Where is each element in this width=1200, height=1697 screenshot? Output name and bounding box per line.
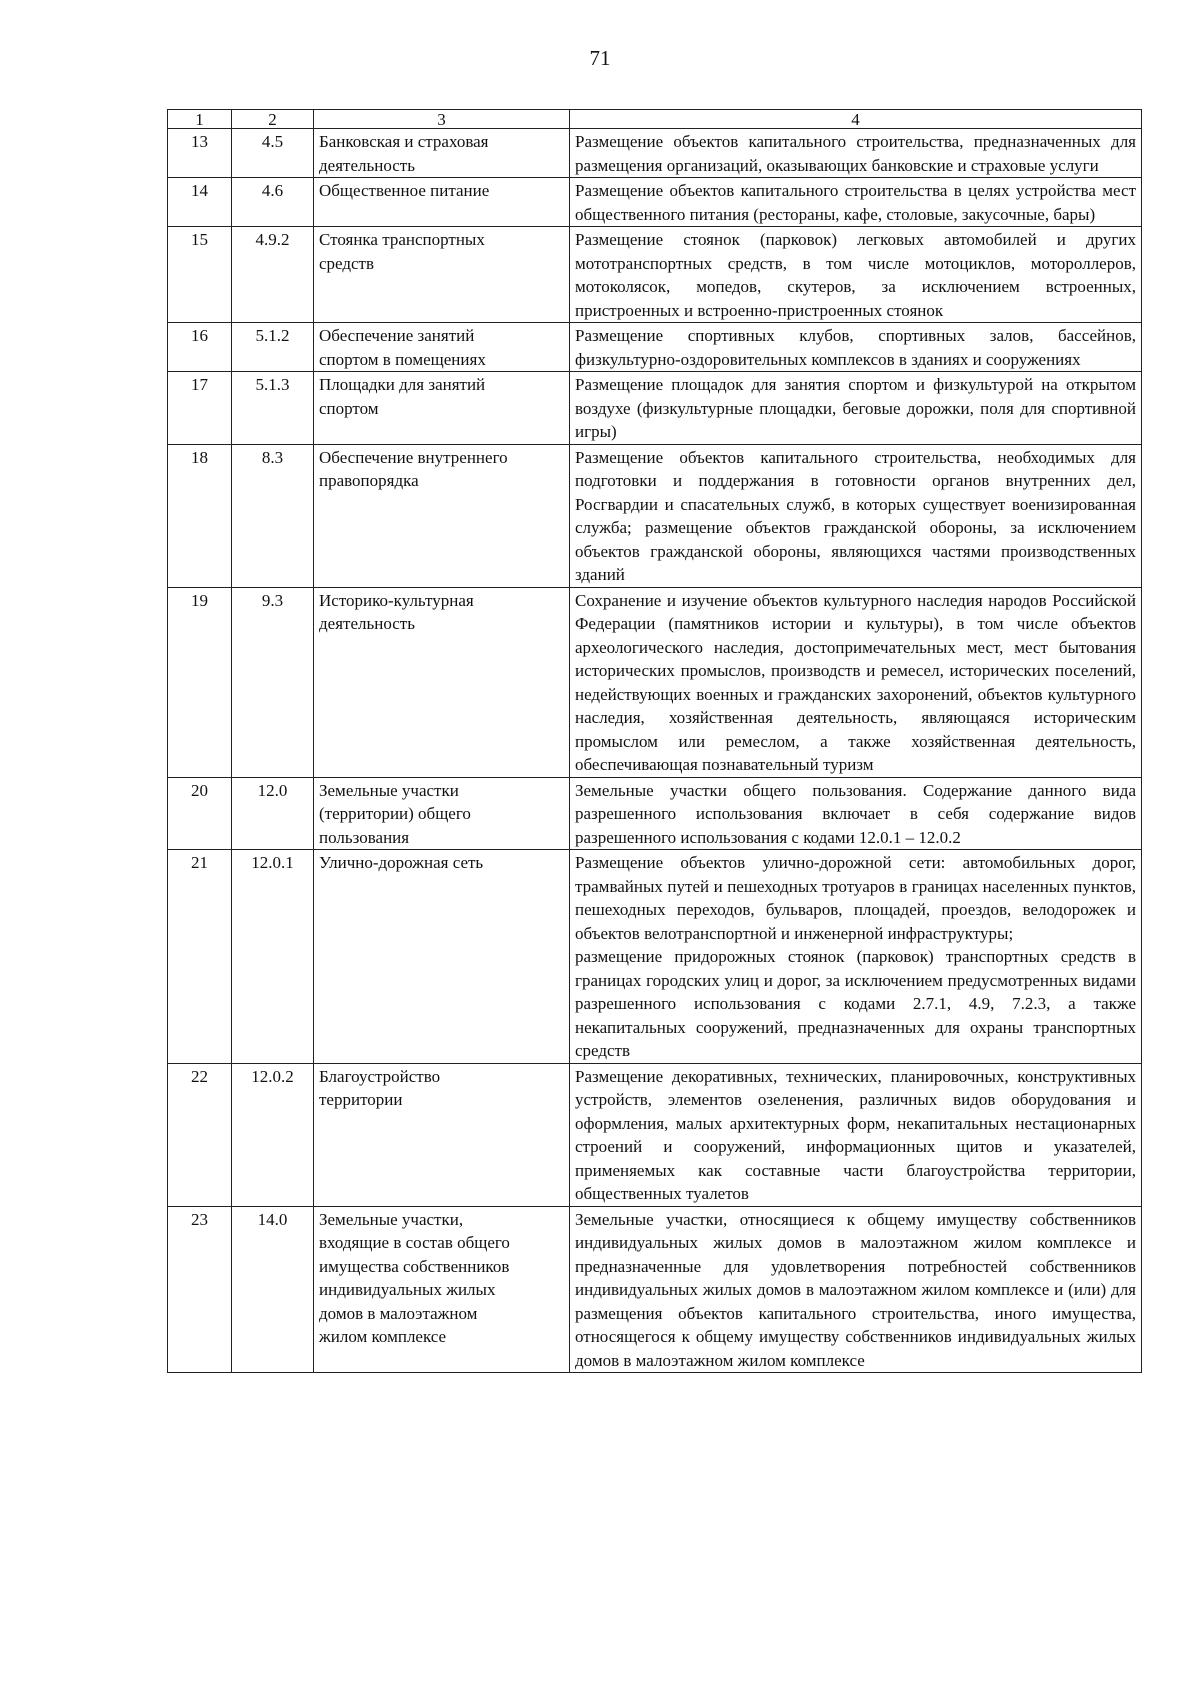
row-description: Размещение спортивных клубов, спортивных залов, бассейнов, физкультурно-оздоровительных комплексов в зданиях и сооружениях <box>570 323 1142 372</box>
row-code: 12.0.2 <box>232 1063 314 1206</box>
table-row <box>168 323 1142 372</box>
row-description: Сохранение и изучение объектов культурного наследия народов Российской Федерации (памятников истории и культуры), в том числе объектов археологического наследия, достопримечательных мест, мест бытования исторических промыслов, производств и ремесел, исторических поселений, недействующих военных и гражданских захоронений, объектов культурного наследия, хозяйственная деятельность, являющаяся историческим промыслом или ремеслом, а также хозяйственная деятельность, обеспечивающая познавательный туризм <box>570 587 1142 777</box>
row-number: 20 <box>168 777 232 850</box>
table-row <box>168 1206 1142 1373</box>
row-name: Обеспечение занятий спортом в помещениях <box>314 323 570 372</box>
row-number: 15 <box>168 227 232 323</box>
row-code: 4.6 <box>232 178 314 227</box>
row-name: Улично-дорожная сеть <box>314 850 570 1064</box>
table-row <box>168 129 1142 178</box>
table-row <box>168 777 1142 850</box>
table-row <box>168 850 1142 1064</box>
row-number: 14 <box>168 178 232 227</box>
row-code: 5.1.2 <box>232 323 314 372</box>
row-description: Размещение объектов капитального строительства в целях устройства мест общественного питания (рестораны, кафе, столовые, закусочные, бары) <box>570 178 1142 227</box>
table-row <box>168 587 1142 777</box>
row-description: Размещение стоянок (парковок) легковых автомобилей и других мототранспортных средств, в том числе мотоциклов, мотороллеров, мотоколясок, мопедов, скутеров, за исключением встроенных, пристроенных и встроенно-пристроенных стоянок <box>570 227 1142 323</box>
row-name: Благоустройство территории <box>314 1063 570 1206</box>
row-code: 12.0 <box>232 777 314 850</box>
header-cell-3: 3 <box>314 110 570 129</box>
row-number: 16 <box>168 323 232 372</box>
row-description: Размещение объектов улично-дорожной сети: автомобильных дорог, трамвайных путей и пешеходных тротуаров в границах населенных пунктов, пешеходных переходов, бульваров, площадей, проездов, велодорожек и объектов велотранспортной и инженерной инфраструктуры; размещение придорожных стоянок (парковок) транспортных средств в границах городских улиц и дорог, за исключением предусмотренных видами разрешенного использования с кодами 2.7.1, 4.9, 7.2.3, а также некапитальных сооружений, предназначенных для охраны транспортных средств <box>570 850 1142 1064</box>
row-name: Обеспечение внутреннего правопорядка <box>314 444 570 587</box>
row-name: Земельные участки, входящие в состав общего имущества собственников индивидуальных жилых домов в малоэтажном жилом комплексе <box>314 1206 570 1373</box>
row-name: Историко-культурная деятельность <box>314 587 570 777</box>
row-description: Размещение объектов капитального строительства, предназначенных для размещения организаций, оказывающих банковские и страховые услуги <box>570 129 1142 178</box>
row-number: 19 <box>168 587 232 777</box>
table-body <box>168 110 1142 1373</box>
row-code: 14.0 <box>232 1206 314 1373</box>
row-description: Земельные участки, относящиеся к общему имуществу собственников индивидуальных жилых домов в малоэтажном жилом комплексе и предназначенные для удовлетворения потребностей собственников индивидуальных жилых домов в малоэтажном жилом комплексе и (или) для размещения объектов капитального строительства, иного имущества, относящегося к общему имуществу собственников индивидуальных жилых домов в малоэтажном жилом комплексе <box>570 1206 1142 1373</box>
row-code: 5.1.3 <box>232 372 314 445</box>
row-name: Площадки для занятий спортом <box>314 372 570 445</box>
land-use-table <box>167 109 1142 1373</box>
table-row <box>168 178 1142 227</box>
row-name: Банковская и страховая деятельность <box>314 129 570 178</box>
row-number: 17 <box>168 372 232 445</box>
row-description: Земельные участки общего пользования. Содержание данного вида разрешенного использования включает в себя содержание видов разрешенного использования с кодами 12.0.1 – 12.0.2 <box>570 777 1142 850</box>
header-cell-2: 2 <box>232 110 314 129</box>
page-number: 71 <box>589 46 611 70</box>
header-cell-1: 1 <box>168 110 232 129</box>
row-code: 9.3 <box>232 587 314 777</box>
row-description: Размещение объектов капитального строительства, необходимых для подготовки и поддержания в готовности органов внутренних дел, Росгвардии и спасательных служб, в которых существует военизированная служба; размещение объектов гражданской обороны, за исключением объектов гражданской обороны, являющихся частями производственных зданий <box>570 444 1142 587</box>
table-row <box>168 444 1142 587</box>
table-header-row <box>168 110 1142 129</box>
row-number: 13 <box>168 129 232 178</box>
row-code: 12.0.1 <box>232 850 314 1064</box>
row-number: 23 <box>168 1206 232 1373</box>
row-name: Стоянка транспортных средств <box>314 227 570 323</box>
row-description: Размещение площадок для занятия спортом и физкультурой на открытом воздухе (физкультурные площадки, беговые дорожки, поля для спортивной игры) <box>570 372 1142 445</box>
row-name: Земельные участки (территории) общего пользования <box>314 777 570 850</box>
row-name: Общественное питание <box>314 178 570 227</box>
header-cell-4: 4 <box>570 110 1142 129</box>
row-code: 4.5 <box>232 129 314 178</box>
table-row <box>168 227 1142 323</box>
table-row <box>168 1063 1142 1206</box>
table-row <box>168 372 1142 445</box>
row-code: 4.9.2 <box>232 227 314 323</box>
row-number: 22 <box>168 1063 232 1206</box>
row-number: 21 <box>168 850 232 1064</box>
row-code: 8.3 <box>232 444 314 587</box>
row-number: 18 <box>168 444 232 587</box>
row-description: Размещение декоративных, технических, планировочных, конструктивных устройств, элементов озеленения, различных видов оборудования и оформления, малых архитектурных форм, некапитальных нестационарных строений и сооружений, информационных щитов и указателей, применяемых как составные части благоустройства территории, общественных туалетов <box>570 1063 1142 1206</box>
